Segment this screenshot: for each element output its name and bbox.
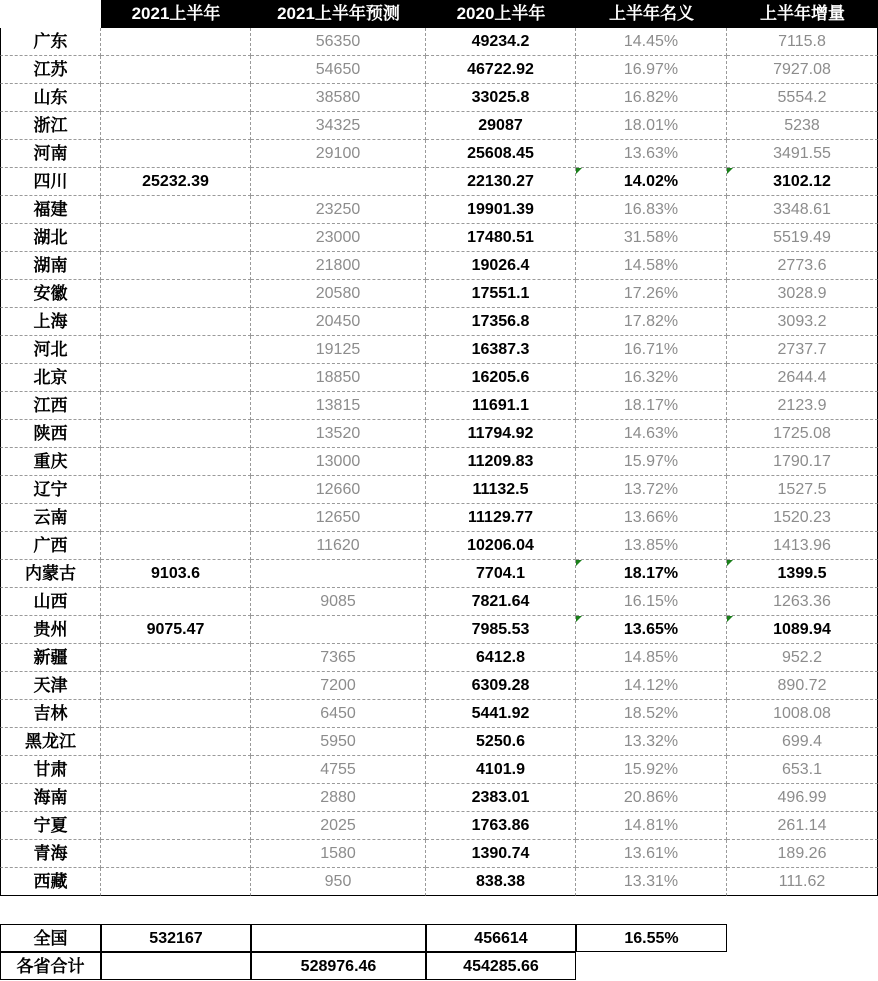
table-row [0,112,878,140]
h1-2020-cell[interactable]: 6309.28 [426,672,576,700]
table-row [0,364,878,392]
forecast-2021h1-cell[interactable]: 23250 [251,196,426,224]
nominal-growth-cell[interactable]: 18.17% [576,560,727,588]
increment-cell[interactable]: 1263.36 [727,588,878,616]
table-row [0,532,878,560]
province-name[interactable]: 广西 [0,532,101,560]
forecast-2021h1-cell[interactable]: 23000 [251,224,426,252]
province-name[interactable]: 重庆 [0,448,101,476]
increment-cell[interactable]: 5238 [727,112,878,140]
actual-2021h1-cell[interactable] [101,812,251,840]
table-row [0,476,878,504]
increment-cell[interactable]: 2123.9 [727,392,878,420]
h1-2020-cell[interactable]: 17551.1 [426,280,576,308]
table-row [0,308,878,336]
forecast-2021h1-cell[interactable]: 2025 [251,812,426,840]
forecast-2021h1-cell[interactable]: 950 [251,868,426,896]
actual-2021h1-cell[interactable] [101,476,251,504]
nominal-growth-cell[interactable]: 18.17% [576,392,727,420]
actual-2021h1-cell[interactable] [101,728,251,756]
forecast-2021h1-cell[interactable]: 7200 [251,672,426,700]
h1-2020-cell[interactable]: 11691.1 [426,392,576,420]
nominal-growth-cell[interactable]: 15.97% [576,448,727,476]
summary-nominal-growth[interactable]: 16.55% [576,924,727,952]
nominal-growth-cell[interactable]: 13.65% [576,616,727,644]
actual-2021h1-cell[interactable] [101,868,251,896]
header-nominal-growth[interactable]: 上半年名义 [576,0,727,28]
province-name[interactable]: 四川 [0,168,101,196]
table-row [0,784,878,812]
h1-2020-cell[interactable]: 11794.92 [426,420,576,448]
h1-2020-cell[interactable]: 25608.45 [426,140,576,168]
h1-2020-cell[interactable]: 10206.04 [426,532,576,560]
province-name[interactable]: 西藏 [0,868,101,896]
province-name[interactable]: 河南 [0,140,101,168]
actual-2021h1-cell[interactable] [101,504,251,532]
increment-cell[interactable]: 1790.17 [727,448,878,476]
actual-2021h1-cell[interactable]: 25232.39 [101,168,251,196]
increment-cell[interactable]: 1725.08 [727,420,878,448]
actual-2021h1-cell[interactable] [101,280,251,308]
increment-cell[interactable]: 1399.5 [727,560,878,588]
province-name[interactable]: 辽宁 [0,476,101,504]
province-name[interactable]: 浙江 [0,112,101,140]
forecast-2021h1-cell[interactable]: 5950 [251,728,426,756]
province-name[interactable]: 江西 [0,392,101,420]
summary-label[interactable]: 各省合计 [0,952,101,980]
increment-cell[interactable]: 111.62 [727,868,878,896]
increment-cell[interactable]: 2773.6 [727,252,878,280]
actual-2021h1-cell[interactable] [101,588,251,616]
header-2021h1[interactable]: 2021上半年 [101,0,251,28]
actual-2021h1-cell[interactable] [101,420,251,448]
nominal-growth-cell[interactable]: 15.92% [576,756,727,784]
nominal-growth-cell[interactable]: 18.52% [576,700,727,728]
increment-cell[interactable]: 2644.4 [727,364,878,392]
forecast-2021h1-cell[interactable]: 2880 [251,784,426,812]
forecast-2021h1-cell[interactable]: 56350 [251,28,426,56]
forecast-2021h1-cell[interactable]: 20580 [251,280,426,308]
h1-2020-cell[interactable]: 49234.2 [426,28,576,56]
h1-2020-cell[interactable]: 16205.6 [426,364,576,392]
province-name[interactable]: 陕西 [0,420,101,448]
increment-cell[interactable]: 1089.94 [727,616,878,644]
table-row [0,644,878,672]
nominal-growth-cell[interactable]: 16.82% [576,84,727,112]
table-row [0,504,878,532]
table-row [0,84,878,112]
h1-2020-cell[interactable]: 17356.8 [426,308,576,336]
table-row [0,448,878,476]
actual-2021h1-cell[interactable] [101,784,251,812]
forecast-2021h1-cell[interactable] [251,168,426,196]
province-name[interactable]: 青海 [0,840,101,868]
h1-2020-cell[interactable]: 11132.5 [426,476,576,504]
increment-cell[interactable]: 5519.49 [727,224,878,252]
h1-2020-cell[interactable]: 1390.74 [426,840,576,868]
province-name[interactable]: 福建 [0,196,101,224]
table-row [0,168,878,196]
forecast-2021h1-cell[interactable]: 54650 [251,56,426,84]
increment-cell[interactable]: 5554.2 [727,84,878,112]
province-name[interactable]: 湖南 [0,252,101,280]
table-row [0,196,878,224]
summary-actual-2021h1[interactable]: 532167 [101,924,251,952]
forecast-2021h1-cell[interactable]: 6450 [251,700,426,728]
nominal-growth-cell[interactable]: 13.72% [576,476,727,504]
h1-2020-cell[interactable]: 7704.1 [426,560,576,588]
summary-forecast-2021h1[interactable]: 528976.46 [251,952,426,980]
actual-2021h1-cell[interactable] [101,364,251,392]
province-name[interactable]: 广东 [0,28,101,56]
h1-2020-cell[interactable]: 22130.27 [426,168,576,196]
forecast-2021h1-cell[interactable]: 34325 [251,112,426,140]
forecast-2021h1-cell[interactable]: 18850 [251,364,426,392]
forecast-2021h1-cell[interactable]: 13520 [251,420,426,448]
province-name[interactable]: 宁夏 [0,812,101,840]
summary-label[interactable]: 全国 [0,924,101,952]
h1-2020-cell[interactable]: 19901.39 [426,196,576,224]
province-name[interactable]: 黑龙江 [0,728,101,756]
table-row [0,840,878,868]
forecast-2021h1-cell[interactable]: 13815 [251,392,426,420]
table-row [0,560,878,588]
table-row [0,672,878,700]
nominal-growth-cell[interactable]: 17.26% [576,280,727,308]
nominal-growth-cell[interactable]: 31.58% [576,224,727,252]
nominal-growth-cell[interactable]: 14.58% [576,252,727,280]
province-name[interactable]: 河北 [0,336,101,364]
h1-2020-cell[interactable]: 7985.53 [426,616,576,644]
h1-2020-cell[interactable]: 46722.92 [426,56,576,84]
increment-cell[interactable]: 890.72 [727,672,878,700]
forecast-2021h1-cell[interactable]: 1580 [251,840,426,868]
nominal-growth-cell[interactable]: 14.63% [576,420,727,448]
province-name[interactable]: 甘肃 [0,756,101,784]
nominal-growth-cell[interactable]: 18.01% [576,112,727,140]
h1-2020-cell[interactable]: 838.38 [426,868,576,896]
actual-2021h1-cell[interactable] [101,392,251,420]
nominal-growth-cell[interactable]: 14.85% [576,644,727,672]
province-name[interactable]: 上海 [0,308,101,336]
table-row [0,140,878,168]
h1-2020-cell[interactable]: 16387.3 [426,336,576,364]
increment-cell[interactable]: 7115.8 [727,28,878,56]
province-name[interactable]: 山西 [0,588,101,616]
table-row [0,28,878,56]
actual-2021h1-cell[interactable] [101,84,251,112]
increment-cell[interactable]: 7927.08 [727,56,878,84]
forecast-2021h1-cell[interactable] [251,560,426,588]
h1-2020-cell[interactable]: 2383.01 [426,784,576,812]
table-row [0,252,878,280]
nominal-growth-cell[interactable]: 13.61% [576,840,727,868]
table-row [0,280,878,308]
forecast-2021h1-cell[interactable]: 12660 [251,476,426,504]
h1-2020-cell[interactable]: 11209.83 [426,448,576,476]
province-name[interactable]: 北京 [0,364,101,392]
actual-2021h1-cell[interactable] [101,224,251,252]
forecast-2021h1-cell[interactable]: 11620 [251,532,426,560]
h1-2020-cell[interactable]: 19026.4 [426,252,576,280]
table-row [0,420,878,448]
nominal-growth-cell[interactable]: 14.12% [576,672,727,700]
province-name[interactable]: 山东 [0,84,101,112]
table-row [0,588,878,616]
increment-cell[interactable]: 1527.5 [727,476,878,504]
actual-2021h1-cell[interactable] [101,196,251,224]
summary-forecast-2021h1[interactable] [251,924,426,952]
forecast-2021h1-cell[interactable]: 7365 [251,644,426,672]
increment-cell[interactable]: 952.2 [727,644,878,672]
province-name[interactable]: 内蒙古 [0,560,101,588]
actual-2021h1-cell[interactable] [101,252,251,280]
forecast-2021h1-cell[interactable]: 29100 [251,140,426,168]
nominal-growth-cell[interactable]: 13.32% [576,728,727,756]
actual-2021h1-cell[interactable] [101,840,251,868]
forecast-2021h1-cell[interactable]: 13000 [251,448,426,476]
nominal-growth-cell[interactable]: 13.66% [576,504,727,532]
actual-2021h1-cell[interactable] [101,56,251,84]
nominal-growth-cell[interactable]: 14.02% [576,168,727,196]
actual-2021h1-cell[interactable] [101,308,251,336]
h1-2020-cell[interactable]: 33025.8 [426,84,576,112]
table-row [0,700,878,728]
header-2020h1[interactable]: 2020上半年 [426,0,576,28]
table-row [0,728,878,756]
province-name[interactable]: 新疆 [0,644,101,672]
actual-2021h1-cell[interactable] [101,336,251,364]
header-increment[interactable]: 上半年增量 [727,0,878,28]
summary-row-provinces-total [0,952,878,980]
actual-2021h1-cell[interactable] [101,532,251,560]
header-row [0,0,878,28]
table-row [0,224,878,252]
nominal-growth-cell[interactable]: 14.45% [576,28,727,56]
h1-2020-cell[interactable]: 6412.8 [426,644,576,672]
actual-2021h1-cell[interactable] [101,644,251,672]
actual-2021h1-cell[interactable]: 9103.6 [101,560,251,588]
nominal-growth-cell[interactable]: 13.31% [576,868,727,896]
nominal-growth-cell[interactable]: 16.15% [576,588,727,616]
increment-cell[interactable]: 1008.08 [727,700,878,728]
province-name[interactable]: 安徽 [0,280,101,308]
forecast-2021h1-cell[interactable]: 19125 [251,336,426,364]
nominal-growth-cell[interactable]: 16.32% [576,364,727,392]
province-name[interactable]: 江苏 [0,56,101,84]
table-row [0,756,878,784]
province-name[interactable]: 湖北 [0,224,101,252]
forecast-2021h1-cell[interactable]: 12650 [251,504,426,532]
increment-cell[interactable]: 699.4 [727,728,878,756]
increment-cell[interactable]: 3093.2 [727,308,878,336]
h1-2020-cell[interactable]: 29087 [426,112,576,140]
h1-2020-cell[interactable]: 4101.9 [426,756,576,784]
forecast-2021h1-cell[interactable]: 9085 [251,588,426,616]
h1-2020-cell[interactable]: 5441.92 [426,700,576,728]
actual-2021h1-cell[interactable] [101,672,251,700]
increment-cell[interactable]: 3028.9 [727,280,878,308]
forecast-2021h1-cell[interactable] [251,616,426,644]
h1-2020-cell[interactable]: 11129.77 [426,504,576,532]
increment-cell[interactable]: 3348.61 [727,196,878,224]
table-row [0,812,878,840]
actual-2021h1-cell[interactable] [101,700,251,728]
header-corner[interactable] [0,0,101,28]
nominal-growth-cell[interactable]: 16.97% [576,56,727,84]
increment-cell[interactable]: 189.26 [727,840,878,868]
increment-cell[interactable]: 653.1 [727,756,878,784]
forecast-2021h1-cell[interactable]: 38580 [251,84,426,112]
table-row [0,392,878,420]
summary-2020h1[interactable]: 454285.66 [426,952,576,980]
increment-cell[interactable]: 3491.55 [727,140,878,168]
actual-2021h1-cell[interactable] [101,756,251,784]
actual-2021h1-cell[interactable]: 9075.47 [101,616,251,644]
increment-cell[interactable]: 1413.96 [727,532,878,560]
province-name[interactable]: 天津 [0,672,101,700]
increment-cell[interactable]: 2737.7 [727,336,878,364]
forecast-2021h1-cell[interactable]: 4755 [251,756,426,784]
table-row [0,868,878,896]
nominal-growth-cell[interactable]: 17.82% [576,308,727,336]
province-name[interactable]: 贵州 [0,616,101,644]
summary-row-national [0,924,878,952]
nominal-growth-cell[interactable]: 16.83% [576,196,727,224]
actual-2021h1-cell[interactable] [101,448,251,476]
h1-2020-cell[interactable]: 1763.86 [426,812,576,840]
nominal-growth-cell[interactable]: 14.81% [576,812,727,840]
increment-cell[interactable]: 496.99 [727,784,878,812]
province-name[interactable]: 海南 [0,784,101,812]
increment-cell[interactable]: 1520.23 [727,504,878,532]
increment-cell[interactable]: 3102.12 [727,168,878,196]
actual-2021h1-cell[interactable] [101,28,251,56]
province-name[interactable]: 云南 [0,504,101,532]
nominal-growth-cell[interactable]: 16.71% [576,336,727,364]
nominal-growth-cell[interactable]: 13.85% [576,532,727,560]
table-row [0,616,878,644]
summary-actual-2021h1[interactable] [101,952,251,980]
summary-2020h1[interactable]: 456614 [426,924,576,952]
actual-2021h1-cell[interactable] [101,112,251,140]
h1-2020-cell[interactable]: 5250.6 [426,728,576,756]
forecast-2021h1-cell[interactable]: 21800 [251,252,426,280]
table-row [0,56,878,84]
actual-2021h1-cell[interactable] [101,140,251,168]
increment-cell[interactable]: 261.14 [727,812,878,840]
forecast-2021h1-cell[interactable]: 20450 [251,308,426,336]
header-2021h1-forecast[interactable]: 2021上半年预测 [251,0,426,28]
nominal-growth-cell[interactable]: 20.86% [576,784,727,812]
nominal-growth-cell[interactable]: 13.63% [576,140,727,168]
province-name[interactable]: 吉林 [0,700,101,728]
h1-2020-cell[interactable]: 17480.51 [426,224,576,252]
h1-2020-cell[interactable]: 7821.64 [426,588,576,616]
table-row [0,336,878,364]
